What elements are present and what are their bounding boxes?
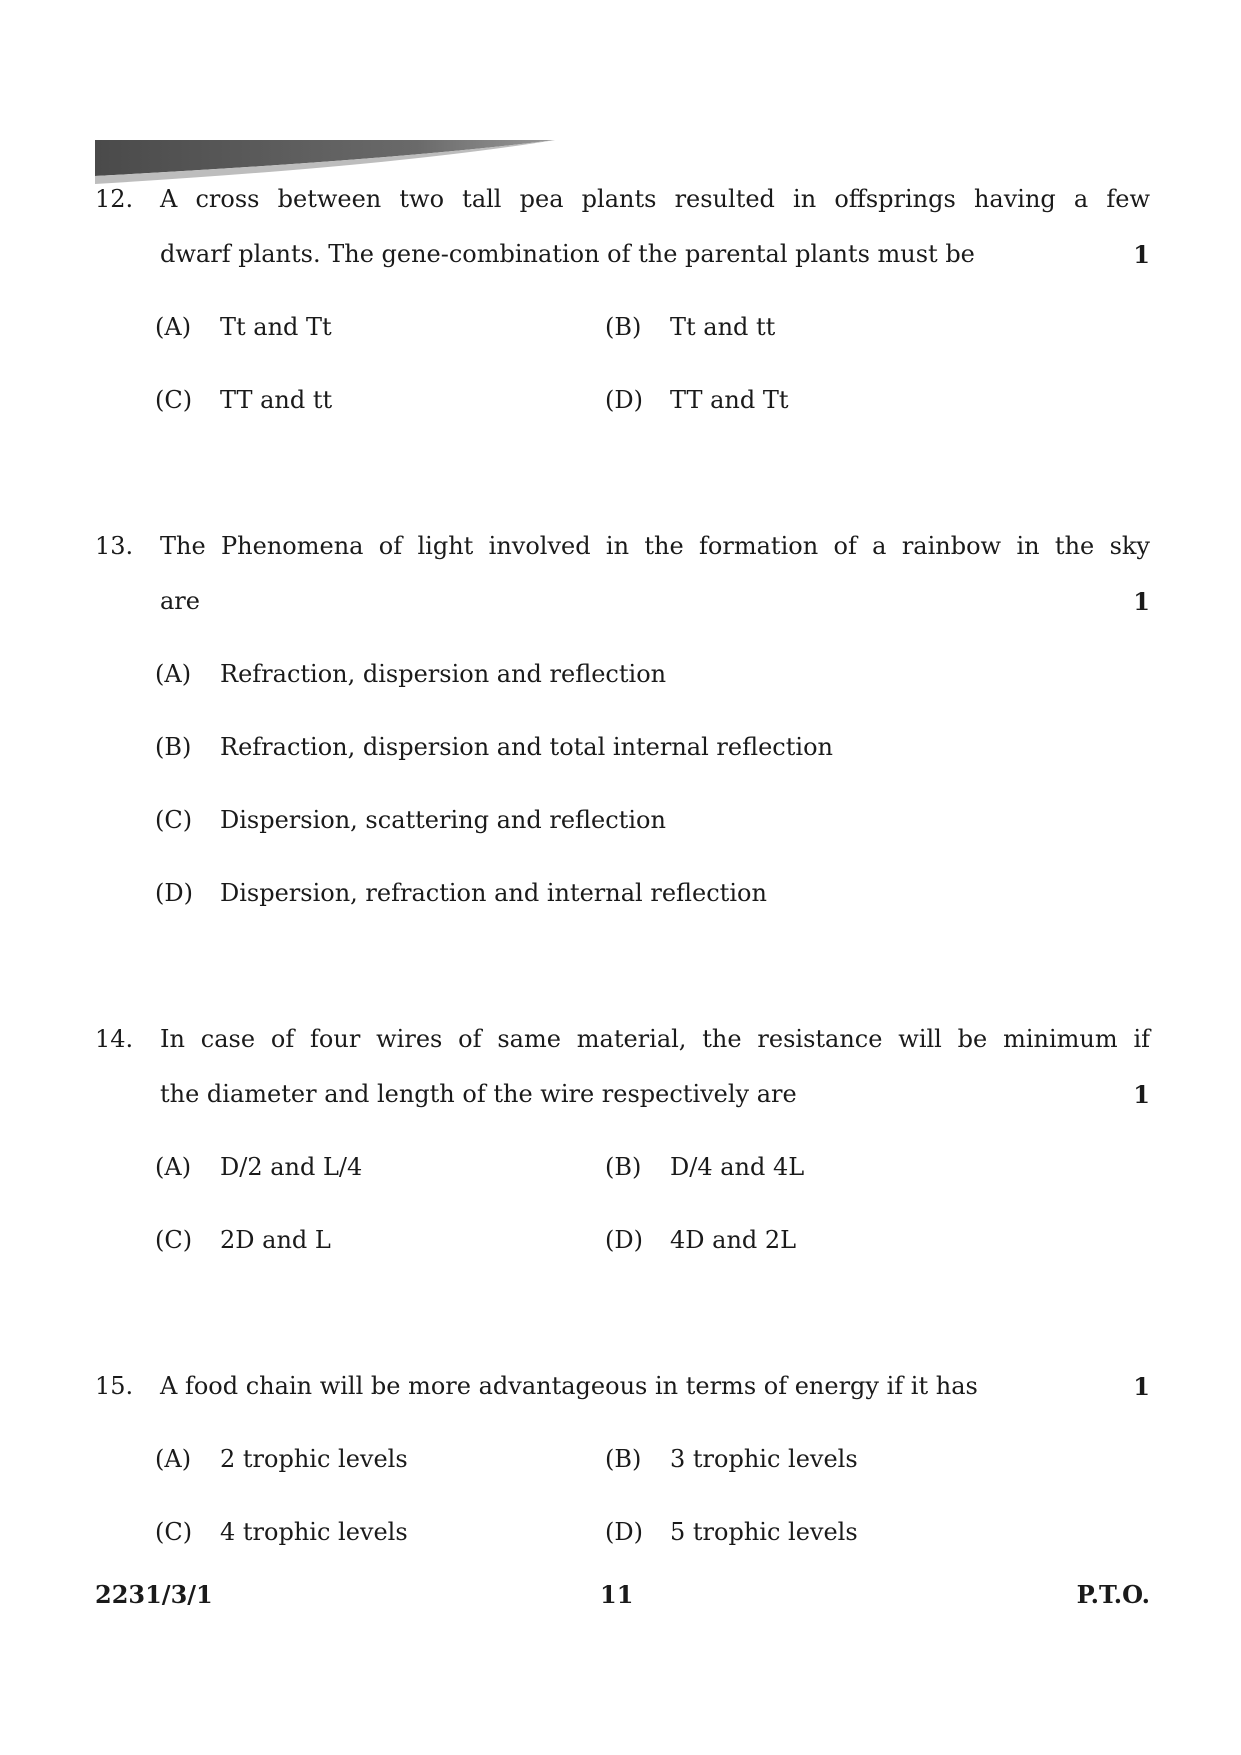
option-d: (D) Dispersion, refraction and internal reflection — [155, 879, 767, 907]
please-turn-over: P.T.O. — [1076, 1580, 1150, 1609]
question-text-line-1: The Phenomena of light involved in the formation of a rainbow in the sky — [160, 532, 1150, 560]
question-number: 13. — [95, 532, 134, 560]
option-c: (C) 4 trophic levels — [155, 1518, 408, 1546]
paper-code: 2231/3/1 — [95, 1580, 213, 1609]
question-text-line-2: are — [160, 587, 200, 615]
question-text-line-2: dwarf plants. The gene-combination of the parental plants must be — [160, 240, 975, 268]
header-decorative-bar — [95, 140, 555, 185]
option-b: (B) Tt and tt — [605, 313, 776, 341]
option-b: (B) 3 trophic levels — [605, 1445, 858, 1473]
option-c: (C) Dispersion, scattering and reflection — [155, 806, 666, 834]
option-b: (B) Refraction, dispersion and total internal reflection — [155, 733, 833, 761]
option-a: (A) Refraction, dispersion and reflection — [155, 660, 667, 688]
option-a: (A) Tt and Tt — [155, 313, 332, 341]
option-d: (D) 5 trophic levels — [605, 1518, 858, 1546]
question-text-line-1: A food chain will be more advantageous in terms of energy if it has — [160, 1372, 978, 1400]
question-text-line-1: A cross between two tall pea plants resulted in offsprings having a few — [160, 185, 1150, 213]
option-a: (A) D/2 and L/4 — [155, 1153, 363, 1181]
option-d: (D) TT and Tt — [605, 386, 789, 414]
question-marks: 1 — [1133, 587, 1150, 616]
option-c: (C) 2D and L — [155, 1226, 331, 1254]
question-number: 15. — [95, 1372, 134, 1400]
question-text-line-2: the diameter and length of the wire respectively are — [160, 1080, 797, 1108]
option-b: (B) D/4 and 4L — [605, 1153, 805, 1181]
question-marks: 1 — [1133, 1080, 1150, 1109]
question-text-line-1: In case of four wires of same material, the resistance will be minimum if — [160, 1025, 1150, 1053]
option-d: (D) 4D and 2L — [605, 1226, 797, 1254]
question-number: 12. — [95, 185, 134, 213]
question-marks: 1 — [1133, 1372, 1150, 1401]
option-c: (C) TT and tt — [155, 386, 333, 414]
question-number: 14. — [95, 1025, 134, 1053]
question-marks: 1 — [1133, 240, 1150, 269]
page-number: 11 — [600, 1580, 634, 1609]
option-a: (A) 2 trophic levels — [155, 1445, 408, 1473]
